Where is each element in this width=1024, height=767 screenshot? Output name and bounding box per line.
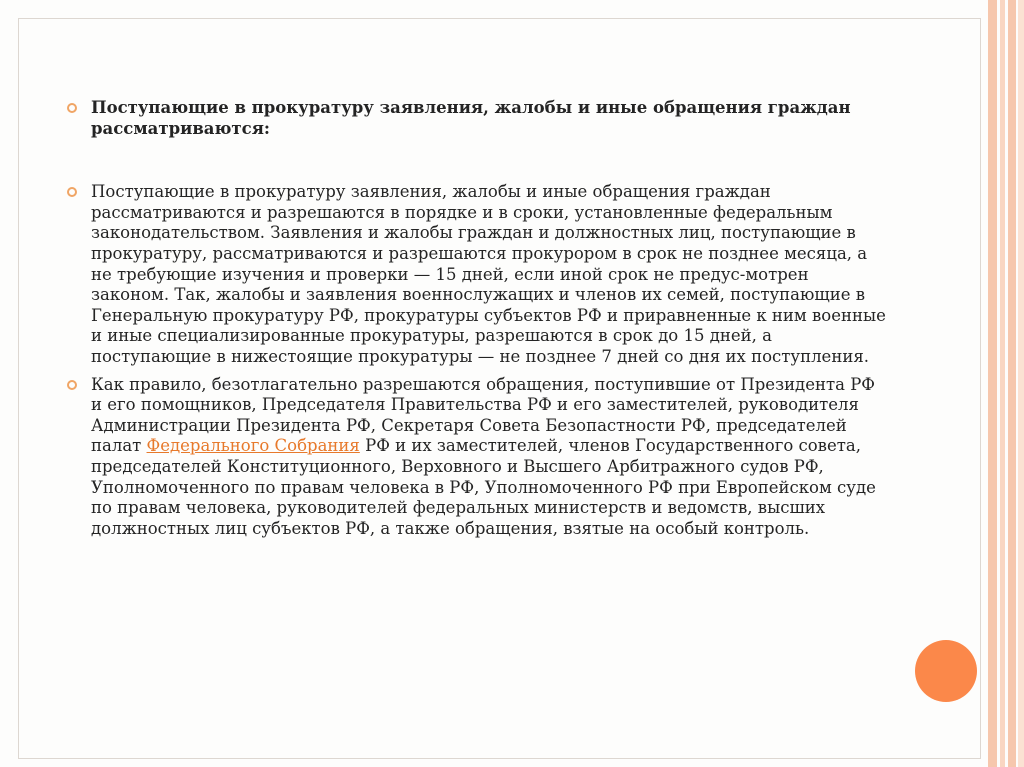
slide-content <box>68 98 888 539</box>
bullet-icon <box>67 187 77 197</box>
decorative-stripe <box>1008 0 1016 767</box>
heading-text: Поступающие в прокуратуру заявления, жалобы и иные обращения граждан рассматриваются: <box>91 98 851 138</box>
body-paragraph-2 <box>68 375 888 540</box>
paragraph-2-text-start: Как правило, безотлагательно разрешаются обращения, поступившие от Президента РФ и его помощников, Председателя Правительства РФ и его заместителей, руководителя Администрации Президента РФ, Секретаря Совета Безопастности РФ, председателей палат <box>91 374 875 456</box>
body-paragraph-1 <box>68 182 888 367</box>
decorative-stripe <box>1000 0 1005 767</box>
paragraph-2-text-end: РФ и их заместителей, членов Государственного совета, председателей Конституционного, Верховного и Высшего Арбитражного судов РФ, Уполномоченного по правам человека в РФ, Уполномоченного РФ при Европейском суде по правам человека, руководителей федеральных министерств и ведомств, высших должностных лиц субъектов РФ, а также обращения, взятые на особый контроль. <box>91 436 876 538</box>
paragraph-1-text: Поступающие в прокуратуру заявления, жалобы и иные обращения граждан рассматриваются и разрешаются в порядке и в сроки, установленные федеральным законодательством. Заявления и жалобы граждан и должностных лиц, поступающие в прокуратуру, рассматриваются и разрешаются прокурором в срок не позднее месяца, а не требующие изучения и проверки — 15 дней, если иной срок не предус-мотрен законом. Так, жалобы и заявления военнослужащих и членов их семей, поступающие в Генеральную прокуратуру РФ, прокуратуры субъектов РФ и приравненные к ним военные и иные специализированные прокуратуры, разрешаются в срок до 15 дней, а поступающие в нижестоящие прокуратуры — не позднее 7 дней со дня их поступления. <box>91 182 886 366</box>
decorative-stripe <box>1018 0 1024 767</box>
decorative-circle <box>915 640 977 702</box>
bullet-icon <box>67 380 77 390</box>
decorative-stripe <box>988 0 997 767</box>
federal-assembly-link[interactable]: Федерального Собрания <box>146 436 360 456</box>
bullet-icon <box>67 103 77 113</box>
heading-paragraph <box>68 98 888 139</box>
